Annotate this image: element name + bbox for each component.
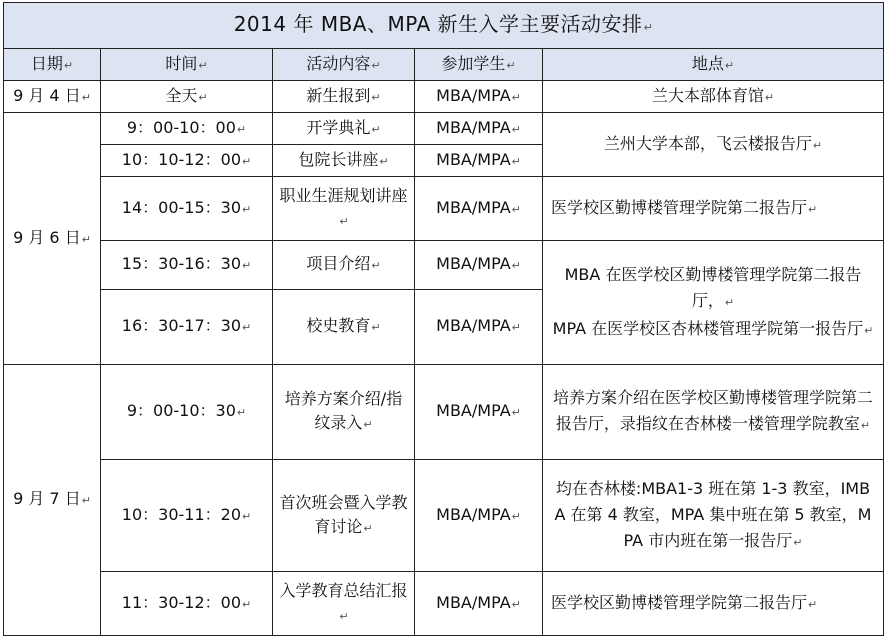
activity-cell: 首次班会暨入学教育讨论↵ (273, 460, 415, 572)
table-row (4, 113, 884, 145)
location-cell (543, 241, 884, 365)
title-row (4, 3, 884, 49)
students-cell: MBA/MPA↵ (415, 290, 543, 365)
time-cell: 10：30-11：20↵ (101, 460, 273, 572)
activity-cell: 职业生涯规划讲座↵ (273, 177, 415, 241)
table-row (4, 460, 884, 572)
time-cell: 16：30-17：30↵ (101, 290, 273, 365)
location-cell: 医学校区勤博楼管理学院第二报告厅↵ (543, 177, 884, 241)
activity-cell: 开学典礼↵ (273, 113, 415, 145)
activity-cell: 校史教育↵ (273, 290, 415, 365)
time-cell: 9：00-10：00↵ (101, 113, 273, 145)
table-row (4, 572, 884, 636)
location-line: MBA 在医学校区勤博楼管理学院第二报告厅，↵ (564, 264, 862, 310)
activity-cell: 入学教育总结汇报↵ (273, 572, 415, 636)
students-cell: MBA/MPA↵ (415, 81, 543, 113)
students-cell: MBA/MPA↵ (415, 460, 543, 572)
header-row (4, 49, 884, 81)
column-header-students: 参加学生↵ (415, 49, 543, 81)
time-cell: 14：00-15：30↵ (101, 177, 273, 241)
location-cell: 医学校区勤博楼管理学院第二报告厅↵ (543, 572, 884, 636)
activity-cell: 项目介绍↵ (273, 241, 415, 290)
schedule-table (3, 2, 884, 636)
students-cell: MBA/MPA↵ (415, 572, 543, 636)
activity-cell: 包院长讲座↵ (273, 145, 415, 177)
column-header-time: 时间↵ (101, 49, 273, 81)
students-cell: MBA/MPA↵ (415, 177, 543, 241)
students-cell: MBA/MPA↵ (415, 145, 543, 177)
time-cell: 10：10-12：00↵ (101, 145, 273, 177)
date-cell: 9 月 7 日↵ (4, 365, 101, 636)
table-title: 2014 年 MBA、MPA 新生入学主要活动安排↵ (4, 3, 884, 49)
column-header-activity: 活动内容↵ (273, 49, 415, 81)
table-row (4, 81, 884, 113)
time-cell: 全天↵ (101, 81, 273, 113)
location-cell: 培养方案介绍在医学校区勤博楼管理学院第二报告厅，录指纹在杏林楼一楼管理学院教室↵ (543, 365, 884, 460)
location-line: MPA 在医学校区杏林楼管理学院第一报告厅↵ (552, 318, 874, 338)
table-row (4, 365, 884, 460)
students-cell: MBA/MPA↵ (415, 113, 543, 145)
activity-cell: 新生报到↵ (273, 81, 415, 113)
schedule-document (3, 2, 883, 636)
students-cell: MBA/MPA↵ (415, 241, 543, 290)
activity-cell: 培养方案介绍/指纹录入↵ (273, 365, 415, 460)
location-cell: 兰大本部体育馆↵ (543, 81, 884, 113)
table-row (4, 241, 884, 290)
location-cell: 兰州大学本部，飞云楼报告厅↵ (543, 113, 884, 177)
time-cell: 11：30-12：00↵ (101, 572, 273, 636)
column-header-location: 地点↵ (543, 49, 884, 81)
time-cell: 15：30-16：30↵ (101, 241, 273, 290)
table-row (4, 177, 884, 241)
time-cell: 9：00-10：30↵ (101, 365, 273, 460)
students-cell: MBA/MPA↵ (415, 365, 543, 460)
column-header-date: 日期↵ (4, 49, 101, 81)
date-cell: 9 月 4 日↵ (4, 81, 101, 113)
date-cell: 9 月 6 日↵ (4, 113, 101, 365)
location-cell: 均在杏林楼:MBA1-3 班在第 1-3 教室，IMBA 在第 4 教室，MPA 集中班在第 5 教室，MPA 市内班在第一报告厅↵ (543, 460, 884, 572)
